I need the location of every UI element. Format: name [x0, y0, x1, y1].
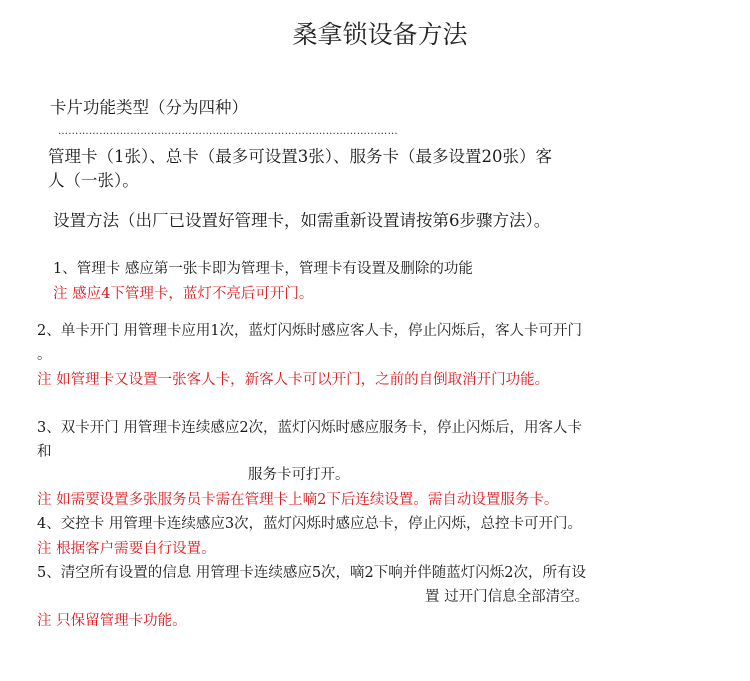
card-types-heading: 卡片功能类型（分为四种）: [50, 98, 248, 117]
page-title: 桑拿锁设备方法: [292, 20, 468, 49]
step-5-text-cont: 置 过开门信息全部清空。: [425, 589, 590, 605]
step-3-text: 3、双卡开门 用管理卡连续感应2次，蓝灯闪烁时感应服务卡，停止闪烁后，用客人卡: [37, 420, 583, 436]
step-4-note: 注 根据客户需要自行设置。: [37, 541, 216, 557]
setup-method-text: 设置方法（出厂已设置好管理卡，如需重新设置请按第6步骤方法）。: [53, 211, 551, 230]
card-types-line-2: 人（一张）。: [48, 171, 139, 190]
step-2-text-cont: 。: [37, 347, 52, 363]
step-3-note: 注 如需要设置多张服务员卡需在管理卡上嘀2下后连续设置。需自动设置服务卡。: [37, 492, 559, 508]
card-types-line-1: 管理卡（1张）、总卡（最多可设置3张）、服务卡（最多设置20张）客: [48, 147, 552, 166]
step-2-note: 注 如管理卡又设置一张客人卡，新客人卡可以开门，之前的自倒取消开门功能。: [37, 372, 550, 388]
step-5-note: 注 只保留管理卡功能。: [37, 613, 187, 629]
step-1-text: 1、管理卡 感应第一张卡即为管理卡，管理卡有设置及删除的功能: [53, 261, 473, 277]
step-5-text: 5、清空所有设置的信息 用管理卡连续感应5次，嘀2下响并伴随蓝灯闪烁2次，所有设: [37, 565, 587, 581]
step-1-note: 注 感应4下管理卡，蓝灯不亮后可开门。: [53, 286, 314, 302]
step-4-text: 4、交控卡 用管理卡连续感应3次，蓝灯闪烁时感应总卡，停止闪烁，总控卡可开门。: [37, 516, 583, 532]
step-3-text-cont: 和: [37, 444, 52, 460]
dotted-divider: ………………………………………………………………………………………: [58, 126, 398, 137]
step-2-text: 2、单卡开门 用管理卡应用1次，蓝灯闪烁时感应客人卡，停止闪烁后，客人卡可开门: [37, 323, 583, 339]
step-3-text-cont-2: 服务卡可打开。: [248, 467, 350, 483]
